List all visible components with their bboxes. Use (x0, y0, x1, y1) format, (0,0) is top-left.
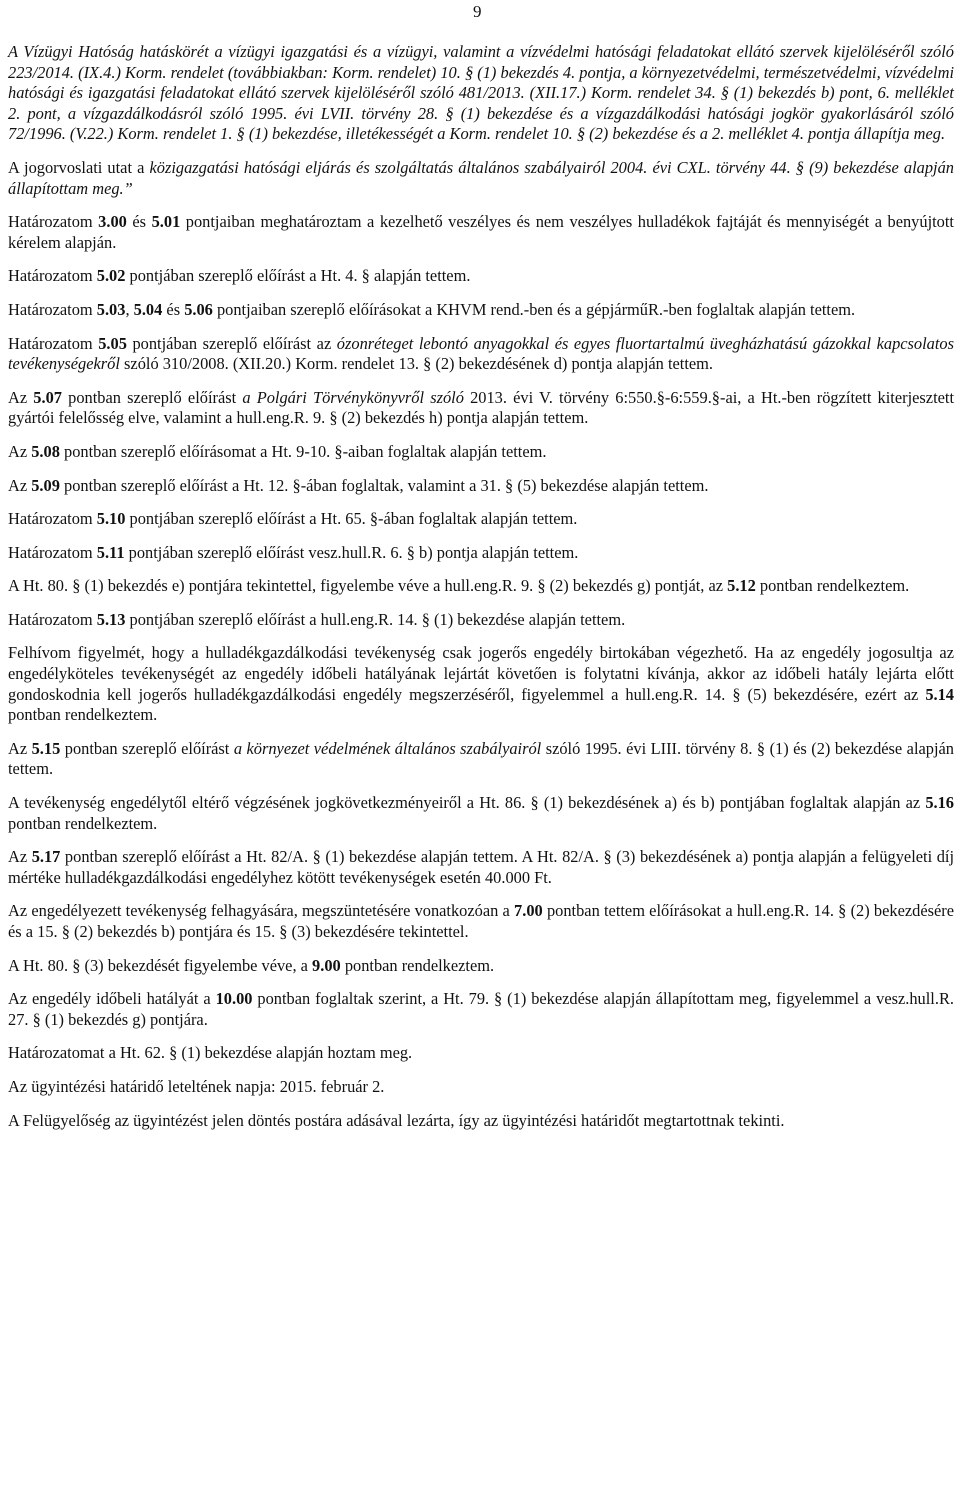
text-segment: Határozatom (8, 299, 97, 319)
point-number: 5.15 (31, 738, 61, 758)
point-number: 5.14 (925, 684, 954, 704)
point-number: 5.17 (31, 847, 61, 867)
paragraph-p1 (8, 42, 954, 145)
paragraph-p17 (8, 847, 954, 888)
paragraph-p15 (8, 739, 954, 780)
paragraph-p21 (8, 1043, 954, 1064)
text-segment: Határozatom (8, 609, 97, 629)
point-number: 5.11 (96, 542, 125, 562)
point-number: 5.05 (98, 333, 127, 353)
point-number: 5.01 (151, 212, 181, 232)
text-segment: pontban szereplő előírást (60, 738, 234, 758)
text-segment: pontjában szereplő előírást a Ht. 65. §-ában foglaltak alapján tettem. (125, 509, 578, 529)
text-segment: Az ügyintézési határidő leteltének napja: 2015. február 2. (8, 1076, 385, 1096)
text-segment: Határozatom (8, 212, 99, 232)
text-segment: , (125, 299, 134, 319)
paragraph-p18 (8, 901, 954, 942)
document-body (8, 42, 954, 1144)
italic-text: A Vízügyi Hatóság hatáskörét a vízügyi igazgatási és a vízügyi, valamint a vízvédelmi hatósági feladatokat ellátó szervek kijelöléséről szóló 223/2014. (IX.4.) Korm. rendelet (továbbiakban: Korm. rendelet) 10. § (1) bekezdés 4. pontja, a környezetvédelmi, természetvédelmi, vízvédelmi hatósági és igazgatási feladatokat ellátó szervek kijelöléséről szóló 481/2013. (XII.17.) Korm. rendelet 34. § (1) bekezdés b) pont, 6. melléklet 2. pont, a vízgazdálkodásról szóló 1995. évi LVII. törvény 28. § (1) bekezdése és a vízgazdálkodási hatósági jogkör gyakorlásáról szóló 72/1996. (V.22.) Korm. rendelet 1. § (1) bekezdése, illetékességét a Korm. rendelet 10. § (2) bekezdése és a 2. melléklet 4. pontja állapítja meg. (8, 42, 954, 144)
italic-text: a Polgári Törvénykönyvről szóló (242, 387, 464, 407)
text-segment: pontban rendelkeztem. (755, 576, 910, 596)
text-segment: és (126, 212, 152, 232)
point-number: 5.16 (925, 793, 954, 813)
paragraph-p8 (8, 442, 954, 463)
point-number: 5.08 (31, 441, 60, 461)
point-number: 3.00 (98, 212, 127, 232)
text-segment: Az (8, 847, 32, 867)
text-segment: Határozatom (8, 333, 99, 353)
point-number: 5.04 (133, 299, 163, 319)
paragraph-p7 (8, 388, 954, 429)
paragraph-p22 (8, 1077, 954, 1098)
text-segment: pontban rendelkeztem. (340, 955, 495, 975)
text-segment: Felhívom figyelmét, hogy a hulladékgazdálkodási tevékenység csak jogerős engedély birtokában végezhető. Ha az engedély jogosultja az engedélyköteles tevékenységét az engedély időbeli hatályának lejártát követően is folytatni kívánja, akkor az időbeli hatály lejárta előtt gondoskodnia kell jogerős hulladékgazdálkodási engedély megszerzéséről, figyelemmel a hull.eng.R. 14. § (5) bekezdésére, ezért az (8, 643, 954, 704)
point-number: 5.07 (33, 387, 62, 407)
text-segment: pontban tettem előírásokat a hull.eng.R. 14. § (2) bekezdésére és a 15. § (2) bekezdés b) pontjára és 15. § (3) bekezdésére tekintettel. (8, 901, 954, 941)
point-number: 5.02 (96, 266, 126, 286)
text-segment: pontjaiban szereplő előírásokat a KHVM rend.-ben és a gépjárműR.-ben foglaltak alapján tettem. (212, 299, 856, 319)
text-segment: pontjában szereplő előírást a Ht. 4. § alapján tettem. (125, 266, 471, 286)
text-segment: A jogorvoslati utat a (8, 157, 150, 177)
point-number: 5.12 (727, 576, 756, 596)
text-segment: A Felügyelőség az ügyintézést jelen döntés postára adásával lezárta, így az ügyintézési határidőt megtartottnak tekinti. (8, 1110, 785, 1130)
text-segment: pontban szereplő előírást a Ht. 82/A. § (1) bekezdése alapján tettem. A Ht. 82/A. § (3) bekezdésének a) pontja alapján a felügyeleti díj mértéke hulladékgazdálkodási engedélyhez kötött tevékenységek esetén 40.000 Ft. (8, 847, 955, 887)
text-segment: pontban szereplő előírást a Ht. 12. §-ában foglaltak, valamint a 31. § (5) bekezdése alapján tettem. (59, 475, 709, 495)
text-segment: pontban foglaltak szerint, a Ht. 79. § (1) bekezdése alapján állapítottam meg, figyelemmel a vesz.hull.R. 27. § (1) bekezdés g) pontjára. (8, 989, 954, 1029)
text-segment: és (162, 299, 185, 319)
text-segment: pontjaiban meghatároztam a kezelhető veszélyes és nem veszélyes hulladékok fajtáját és mennyiségét a benyújtott kérelem alapján. (8, 212, 954, 252)
italic-text: a környezet védelmének általános szabályairól (233, 738, 542, 758)
text-segment: szóló 310/2008. (XII.20.) Korm. rendelet 13. § (2) bekezdésének d) pontja alapján tettem. (119, 354, 714, 374)
text-segment: A Ht. 80. § (3) bekezdését figyelembe véve, a (8, 955, 313, 975)
point-number: 9.00 (312, 955, 341, 975)
text-segment: 2013. évi V. törvény 6:550.§-6:559.§-ai, a Ht.-ben rögzített kiterjesztett gyártói felelősség elve, valamint a hull.eng.R. 9. § (2) bekezdés h) pontja alapján tettem. (8, 387, 955, 428)
text-segment: pontjában szereplő előírást a hull.eng.R. 14. § (1) bekezdése alapján tettem. (125, 609, 626, 629)
text-segment: pontjában szereplő előírást az (126, 333, 337, 353)
point-number: 7.00 (514, 901, 543, 921)
text-segment: pontban szereplő előírást (61, 387, 243, 407)
text-segment: pontban rendelkeztem. (8, 705, 158, 725)
text-segment: A tevékenység engedélytől eltérő végzésének jogkövetkezményeiről a Ht. 86. § (1) bekezdésének a) és b) pontjában foglaltak alapján az (8, 793, 926, 813)
paragraph-p14 (8, 643, 954, 725)
point-number: 5.10 (96, 509, 126, 529)
paragraph-p3 (8, 212, 954, 253)
paragraph-p2 (8, 158, 954, 199)
text-segment: A Ht. 80. § (1) bekezdés e) pontjára tekintettel, figyelembe véve a hull.eng.R. 9. § (2) bekezdés g) pontját, az (8, 576, 728, 596)
italic-text: ózonréteget lebontó anyagokkal és egyes fluortartalmú üvegházhatású gázokkal kapcsolatos tevékenységekről (8, 333, 955, 374)
text-segment: pontban rendelkeztem. (8, 813, 158, 833)
point-number: 5.06 (184, 299, 213, 319)
paragraph-p13 (8, 610, 954, 631)
paragraph-p9 (8, 476, 954, 497)
text-segment: pontjában szereplő előírást vesz.hull.R. 6. § b) pontja alapján tettem. (124, 542, 579, 562)
paragraph-p6 (8, 334, 954, 375)
paragraph-p23 (8, 1111, 954, 1132)
text-segment: Az (8, 475, 32, 495)
text-segment: Az (8, 387, 34, 407)
text-segment: Határozatom (8, 542, 97, 562)
paragraph-p10 (8, 509, 954, 530)
paragraph-p4 (8, 266, 954, 287)
text-segment: Az (8, 441, 32, 461)
text-segment: pontban szereplő előírásomat a Ht. 9-10. §-aiban foglaltak alapján tettem. (59, 441, 547, 461)
point-number: 10.00 (215, 989, 253, 1009)
paragraph-p20 (8, 989, 954, 1030)
point-number: 5.13 (96, 609, 126, 629)
paragraph-p12 (8, 576, 954, 597)
text-segment: Határozatomat a Ht. 62. § (1) bekezdése alapján hoztam meg. (8, 1043, 413, 1063)
paragraph-p5 (8, 300, 954, 321)
italic-text: közigazgatási hatósági eljárás és szolgáltatás általános szabályairól 2004. évi CXL. törvény 44. § (9) bekezdése alapján állapítottam meg.” (8, 157, 954, 198)
text-segment: Az engedély időbeli hatályát a (8, 989, 216, 1009)
text-segment: szóló 1995. évi LIII. törvény 8. § (1) és (2) bekezdése alapján tettem. (8, 738, 954, 779)
paragraph-p19 (8, 956, 954, 977)
text-segment: Az engedélyezett tevékenység felhagyására, megszüntetésére vonatkozóan a (8, 901, 515, 921)
text-segment: Határozatom (8, 509, 97, 529)
paragraph-p11 (8, 543, 954, 564)
text-segment: Határozatom (8, 266, 97, 286)
point-number: 5.09 (31, 475, 60, 495)
page-number: 9 (473, 2, 482, 21)
point-number: 5.03 (96, 299, 126, 319)
paragraph-p16 (8, 793, 954, 834)
text-segment: Az (8, 738, 32, 758)
